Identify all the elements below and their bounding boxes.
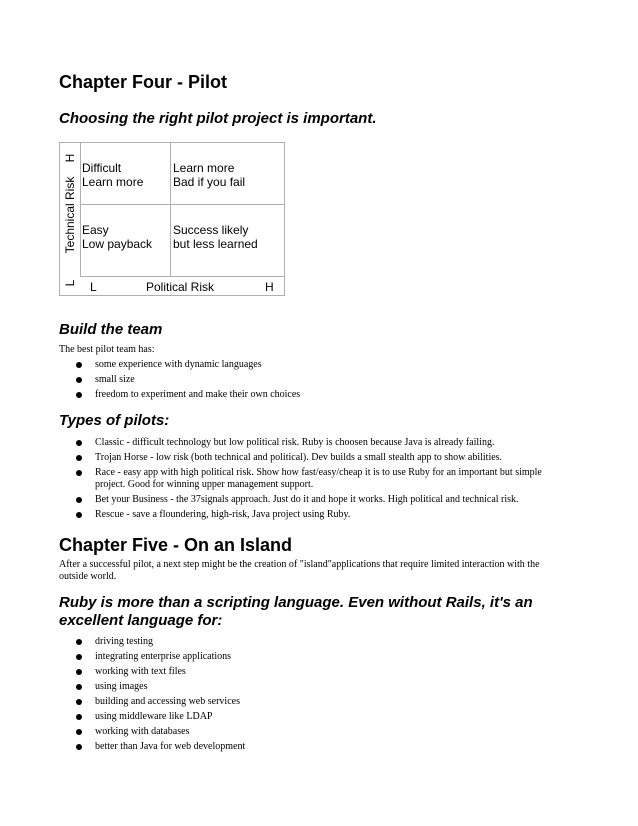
bullet-icon [76, 440, 82, 446]
list-item: driving testing [59, 636, 539, 648]
list-item: Trojan Horse - low risk (both technical and political). Dev builds a small stealth app to show abilities. [59, 452, 569, 464]
bullet-icon [76, 699, 82, 705]
matrix-cell-top-right [173, 161, 245, 189]
matrix-column-divider [170, 143, 171, 276]
list-item: using middleware like LDAP [59, 711, 539, 723]
chapter-four-title: Chapter Four - Pilot [59, 72, 227, 92]
x-axis-high-label: H [265, 280, 274, 294]
bullet-icon [76, 497, 82, 503]
list-item: integrating enterprise applications [59, 651, 539, 663]
matrix-cell-text: Learn more [82, 175, 144, 189]
list-item: working with databases [59, 726, 539, 738]
bullet-icon [76, 512, 82, 518]
matrix-axis-divider [80, 143, 81, 276]
list-item: freedom to experiment and make their own choices [59, 389, 539, 401]
bullet-icon [76, 654, 82, 660]
list-item: some experience with dynamic languages [59, 359, 539, 371]
matrix-row-divider [80, 204, 285, 205]
chapter-five-intro: After a successful pilot, a next step might be the creation of "island"applications that require limited interaction with the outside world. [59, 559, 540, 582]
build-team-intro: The best pilot team has: [59, 344, 155, 355]
ruby-uses-list [59, 636, 539, 756]
build-team-list [59, 359, 539, 404]
bullet-icon [76, 377, 82, 383]
bullet-icon [76, 714, 82, 720]
list-item: working with text files [59, 666, 539, 678]
list-item: Race - easy app with high political risk. Show how fast/easy/cheap it is to use Ruby for an important but simple project. Good for winning upper management support. [59, 467, 569, 491]
types-of-pilots-list [59, 437, 569, 524]
x-axis-label: Political Risk [146, 280, 215, 294]
x-axis-low-label: L [90, 280, 97, 294]
risk-matrix [59, 142, 285, 296]
matrix-cell-bottom-right [173, 223, 258, 251]
list-item: Rescue - save a floundering, high-risk, Java project using Ruby. [59, 509, 569, 521]
matrix-cell-bottom-left [82, 223, 152, 251]
list-item: small size [59, 374, 539, 386]
matrix-cell-top-left [82, 161, 143, 189]
list-item: using images [59, 681, 539, 693]
matrix-cell-text: Difficult [82, 161, 122, 175]
bullet-icon [76, 729, 82, 735]
matrix-cell-text: Low payback [82, 237, 153, 251]
chapter-five-subheading: Ruby is more than a scripting language. Even without Rails, it's an excellent language for: [59, 594, 533, 629]
matrix-xaxis-divider [80, 276, 285, 277]
chapter-four-subtitle: Choosing the right pilot project is important. [59, 110, 377, 127]
list-item: Bet your Business - the 37signals approach. Just do it and hope it works. High political and technical risk. [59, 494, 569, 506]
bullet-icon [76, 392, 82, 398]
list-item: better than Java for web development [59, 741, 539, 753]
matrix-cell-text: Bad if you fail [173, 175, 246, 189]
matrix-cell-text: Easy [82, 223, 109, 237]
bullet-icon [76, 744, 82, 750]
bullet-icon [76, 470, 82, 476]
matrix-cell-text: Learn more [173, 161, 235, 175]
bullet-icon [76, 684, 82, 690]
y-axis-label: Technical Risk [63, 176, 77, 254]
matrix-cell-text: Success likely [173, 223, 249, 237]
types-of-pilots-heading: Types of pilots: [59, 412, 170, 429]
bullet-icon [76, 669, 82, 675]
bullet-icon [76, 362, 82, 368]
matrix-cell-text: but less learned [173, 237, 258, 251]
chapter-five-title: Chapter Five - On an Island [59, 535, 293, 555]
y-axis-high-label: H [63, 153, 77, 163]
bullet-icon [76, 639, 82, 645]
list-item: Classic - difficult technology but low political risk. Ruby is choosen because Java is already failing. [59, 437, 569, 449]
list-item: building and accessing web services [59, 696, 539, 708]
build-team-heading: Build the team [59, 321, 163, 338]
bullet-icon [76, 455, 82, 461]
y-axis-low-label: L [63, 279, 77, 287]
